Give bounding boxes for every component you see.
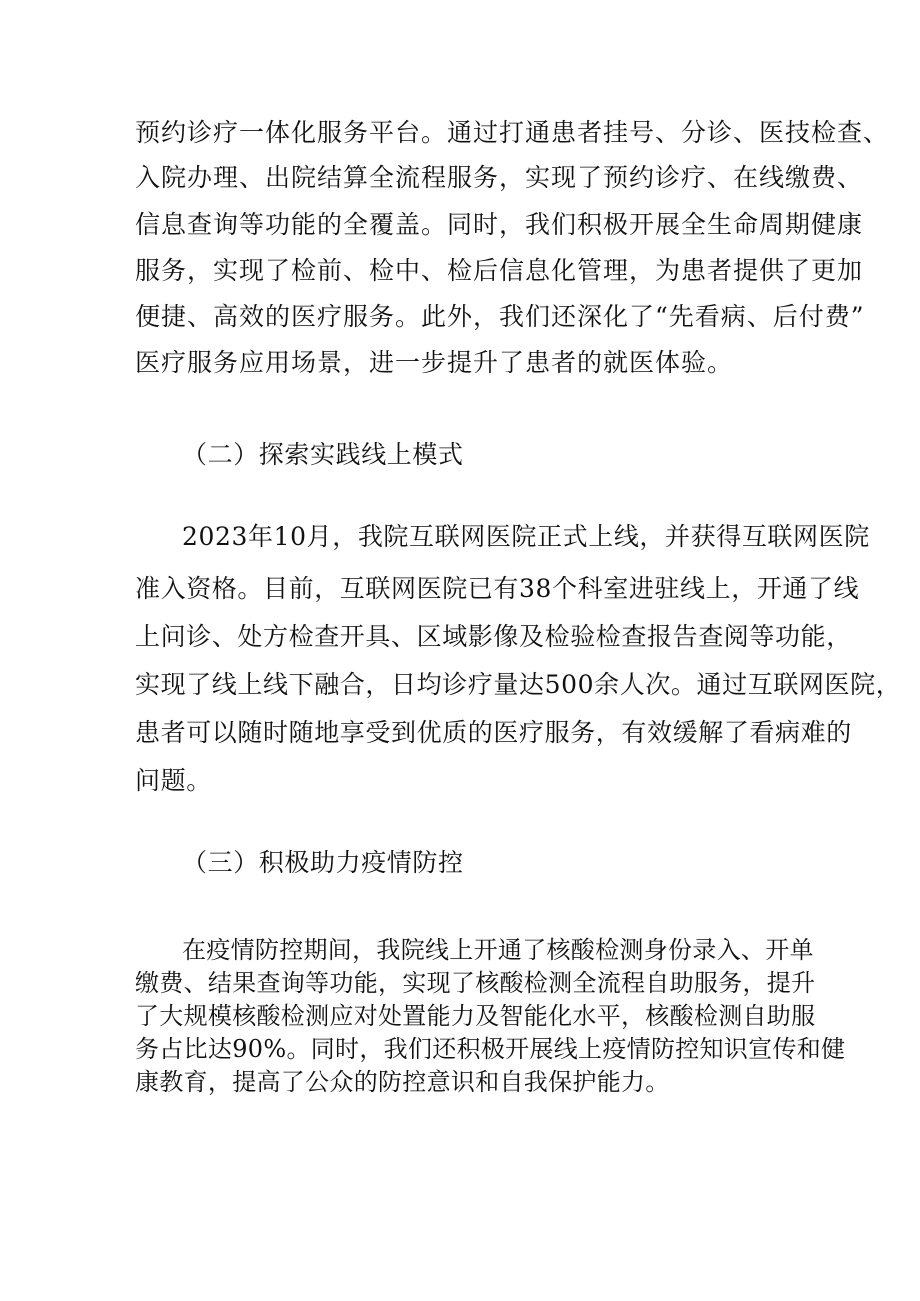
paragraph-line: 入院办理、出院结算全流程服务，实现了预约诊疗、在线缴费、 <box>135 163 864 192</box>
section-heading-3: （三）积极助力疫情防控 <box>182 848 464 877</box>
paragraph-line: 问题。 <box>135 766 212 795</box>
paragraph-line: 医疗服务应用场景，进一步提升了患者的就医体验。 <box>135 348 734 377</box>
paragraph-line: 信息查询等功能的全覆盖。同时，我们积极开展全生命周期健康 <box>135 210 864 239</box>
paragraph-line: 患者可以随时随地享受到优质的医疗服务，有效缓解了看病难的 <box>135 718 852 747</box>
paragraph-line: 准入资格。目前，互联网医院已有38个科室进驻线上，开通了线 <box>135 574 860 603</box>
paragraph-line: 务占比达90%。同时，我们还积极开展线上疫情防控知识宣传和健 <box>135 1035 846 1063</box>
paragraph-line: 缴费、结果查询等功能，实现了核酸检测全流程自助服务，提升 <box>135 969 816 997</box>
paragraph-line: 便捷、高效的医疗服务。此外，我们还深化了“先看病、后付费” <box>135 302 865 331</box>
paragraph-line: 2023年10月，我院互联网医院正式上线，并获得互联网医院 <box>182 522 870 551</box>
paragraph-line: 预约诊疗一体化服务平台。通过打通患者挂号、分诊、医技检查、 <box>135 118 890 147</box>
paragraph-line: 了大规模核酸检测应对处置能力及智能化水平，核酸检测自助服 <box>135 1002 816 1030</box>
section-heading-2: （二）探索实践线上模式 <box>182 440 464 469</box>
paragraph-line: 上问诊、处方检查开具、区域影像及检验检查报告查阅等功能， <box>135 622 852 651</box>
paragraph-line: 服务，实现了检前、检中、检后信息化管理，为患者提供了更加 <box>135 256 864 285</box>
paragraph-line: 实现了线上线下融合，日均诊疗量达500余人次。通过互联网医院， <box>135 670 902 699</box>
paragraph-line: 康教育，提高了公众的防控意识和自我保护能力。 <box>135 1068 670 1096</box>
paragraph-line: 在疫情防控期间，我院线上开通了核酸检测身份录入、开单 <box>182 936 814 964</box>
